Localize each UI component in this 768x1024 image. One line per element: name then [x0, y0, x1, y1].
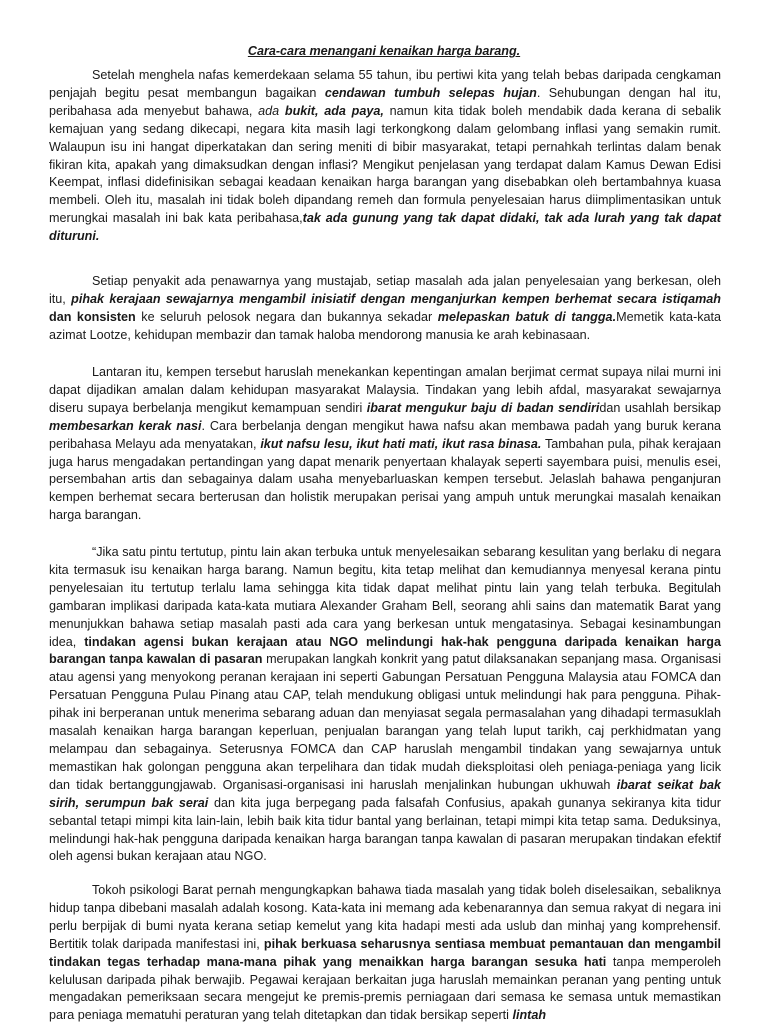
key-point: dan konsisten — [49, 309, 136, 324]
key-point: pihak berkuasa seharusnya sentiasa membuat pemantauan dan mengambil tindakan tegas terhadap mana-mana pihak yang menaikkan harga barangan sesuka hati — [49, 936, 721, 969]
idiom: tak ada gunung yang tak dapat didaki, tak ada lurah yang tak dapat dituruni. — [49, 211, 722, 244]
text-run: . Sehubungan dengan hal itu, peribahasa ada menyebut bahawa, — [49, 85, 722, 118]
text-run: tanpa memperoleh kelulusan daripada pihak berwajib. Pegawai kerajaan berkaitan juga haruslah memainkan peranan yang penting untuk mengadakan pemeriksaan secara mengejut ke premis-premis perniagaan dari semasa ke semasa untuk memastikan para peniaga mematuhi peraturan yang telah ditetapkan dan tidak bersikap seperti — [49, 954, 722, 1023]
text-run: dan usahlah bersikap — [599, 400, 721, 415]
idiom: ibarat seikat bak sirih, serumpun bak serai — [49, 777, 722, 810]
text-run: ke seluruh pelosok negara dan bukannya sekadar — [135, 309, 438, 324]
key-point: pihak kerajaan sewajarnya mengambil inisiatif dengan menganjurkan kempen berhemat secara istiqamah — [71, 291, 721, 306]
paragraph-5 — [49, 882, 721, 1024]
idiom: cendawan tumbuh selepas hujan — [324, 85, 537, 100]
text-run: Lantaran itu, kempen tersebut haruslah menekankan kepentingan amalan berjimat cermat supaya nilai murni ini dapat dijadikan amalan dalam kehidupan masyarakat Malaysia. Tindakan yang lebih afdal, masyarakat sewajarnya diseru supaya berbelanja mengikut kemampuan sendiri — [49, 365, 721, 415]
text-run: Tambahan pula, pihak kerajaan juga harus mengadakan pertandingan yang dapat menarik penyertaan khalayak seperti sayembara puisi, menulis esei, persembahan artis dan sebagainya dalam usaha menyebarluaskan kempen tersebut. Jelaslah bahawa penganjuran kempen berhemat secara berterusan dan holistik merupakan perisai yang ampuh untuk merungkai masalah kenaikan harga barangan. — [49, 436, 721, 523]
text-run: Tokoh psikologi Barat pernah mengungkapkan bahawa tiada masalah yang tidak boleh diselesaikan, sebaliknya hidup tanpa dibebani masalah adalah kosong. Kata-kata ini memang ada kebenarannya dan semua rakyat di negara ini perlu berpijak di bumi nyata kerana setiap kemelut yang kita hadapi mesti ada uslub dan minhaj yang komprehensif. Bertitik tolak daripada manifestasi ini, — [49, 883, 721, 951]
paragraph-1 — [49, 67, 721, 246]
idiom: ibarat mengukur baju di badan sendiri — [366, 400, 600, 415]
key-point: tindakan agensi bukan kerajaan atau NGO melindungi hak-hak pengguna daripada kenaikan harga barangan tanpa kawalan di pasaran — [49, 634, 722, 667]
paragraph-4 — [49, 544, 721, 866]
text-run: Memetik kata-kata azimat Lootze, kehidupan membazir dan tamak haloba mendorong manusia ke arah kebinasaan. — [49, 309, 722, 342]
paragraph-3 — [49, 364, 721, 525]
text-run: namun kita tidak boleh mendabik dada kerana di sebalik kemajuan yang sedang dikecapi, negara kita masih lagi terkongkong dalam gelombang inflasi yang semakin rumit. Walaupun isu ini hangat diperkatakan dan sering meniti di bibir masyarakat, tetapi pernahkah terlintas dalam benak fikiran kita, apakah yang dimaksudkan dengan inflasi? Mengikut penjelasan yang terdapat dalam Kamus Dewan Edisi Keempat, inflasi didefinisikan sebagai keadaan kenaikan harga barangan yang disebabkan oleh bertambahnya kuasa membeli. Oleh itu, masalah ini tidak boleh dipandang remeh dan formula penyelesaian harus diimplimentasikan untuk merungkai masalah ini bak kata peribahasa, — [49, 103, 722, 226]
text-run: dan kita juga berpegang pada falsafah Confusius, apakah gunanya sekiranya kita tidur sebantal tetapi mimpi kita lain-lain, lebih baik kita tidur bantal yang berlainan, tetapi mimpi kita tetap sama. Deduksinya, melindungi hak-hak pengguna daripada kenaikan harga barangan tanpa kawalan di pasaran merupakan tindakan efektif oleh agensi bukan kerajaan atau NGO. — [49, 795, 721, 864]
idiom: melepaskan batuk di tangga. — [437, 309, 617, 324]
text-run: Setelah menghela nafas kemerdekaan selama 55 tahun, ibu pertiwi kita yang telah bebas daripada cengkaman penjajah begitu pesat membangun bagaikan — [49, 68, 721, 100]
idiom: ikut nafsu lesu, ikut hati mati, ikut rasa binasa. — [260, 436, 542, 451]
idiom: lintah — [512, 1008, 547, 1023]
idiom: membesarkan kerak nasi — [49, 418, 202, 433]
text-run: merupakan langkah konkrit yang patut dilaksanakan sepanjang masa. Organisasi atau agensi yang menyokong peranan kerajaan ini seperti Gabungan Persatuan Pengguna Malaysia atau FOMCA dan Persatuan Pengguna Pulau Pinang atau CAP, telah mendukung obligasi untuk melindungi hak para pengguna. Pihak-pihak ini berperanan untuk menerima sebarang aduan dan menyiasat segala permasalahan yang dihadapi termasuklah masalah kenaikan harga barangan keperluan, penjualan barangan yang telah luput tarikh, caj perkhidmatan yang melampau dan sebagainya. Seterusnya FOMCA dan CAP haruslah mengambil tindakan yang sewajarnya untuk memastikan hak golongan pengguna akan terpelihara dan tidak mudah dieksploitasi oleh peniaga-peniaga yang licik dan tidak bertanggungjawab. Organisasi-organisasi ini haruslah menjalinkan hubungan ukhuwah — [49, 652, 721, 792]
text-run: . Cara berbelanja dengan mengikut hawa nafsu akan membawa padah yang buruk kerana peribahasa Melayu ada menyatakan, — [49, 418, 721, 451]
idiom: bukit, ada paya, — [284, 103, 384, 118]
text-run: “Jika satu pintu tertutup, pintu lain akan terbuka untuk menyelesaikan sebarang kesulitan yang berlaku di negara kita termasuk isu kenaikan harga barang. Namun begitu, kita tetap melihat dan kemudiannya menyesal kerana pintu penyelesaian itu tertutup terlalu lama sehingga kita tidak dapat melihat pintu lain yang telah terbuka. Begitulah gambaran implikasi daripada kata-kata mutiara Alexander Graham Bell, seorang ahli sains dan matematik Barat yang menunjukkan bahawa setiap masalah pasti ada cara yang berkesan untuk mengatasinya. Sebagai kesinambungan idea, — [49, 545, 721, 649]
paragraph-2 — [49, 273, 721, 345]
document-title: Cara-cara menangani kenaikan harga barang. — [247, 44, 521, 58]
italic-text: ada — [258, 103, 285, 118]
text-run: Setiap penyakit ada penawarnya yang mustajab, setiap masalah ada jalan penyelesaian yang berkesan, oleh itu, — [49, 274, 721, 306]
